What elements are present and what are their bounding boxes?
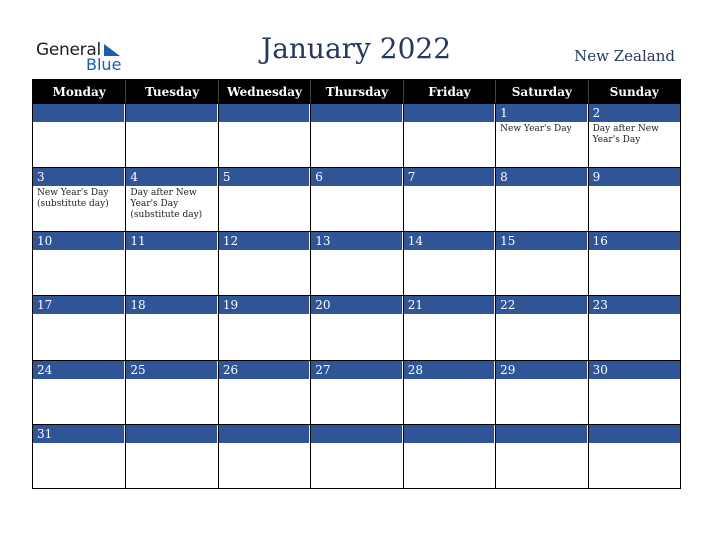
- day-number: 23: [589, 296, 680, 314]
- holiday-label: Day after New Year's Day: [592, 124, 659, 145]
- holiday-label: [33, 379, 125, 383]
- day-number: 27: [311, 361, 402, 379]
- holiday-label: [311, 250, 402, 254]
- holiday-label: [496, 443, 587, 447]
- day-cell: [33, 295, 125, 359]
- holiday-label: [219, 314, 310, 318]
- day-number: 29: [496, 361, 587, 379]
- weekday-header-saturday: Saturday: [495, 80, 587, 103]
- holiday-label: [496, 186, 587, 190]
- holiday-label: [311, 122, 402, 126]
- holiday-label: [311, 379, 402, 383]
- day-cell: [310, 295, 402, 359]
- day-number: 12: [219, 232, 310, 250]
- day-cell: [588, 231, 680, 295]
- day-number: [126, 425, 217, 443]
- day-cell: [310, 103, 402, 167]
- day-number: 31: [33, 425, 125, 443]
- day-number: 20: [311, 296, 402, 314]
- weekday-header-thursday: Thursday: [310, 80, 402, 103]
- day-number: 22: [496, 296, 587, 314]
- day-cell: [33, 231, 125, 295]
- day-number: 25: [126, 361, 217, 379]
- holiday-label: [589, 314, 680, 318]
- day-cell: [218, 360, 310, 424]
- day-cell: [33, 103, 125, 167]
- day-number: 30: [589, 361, 680, 379]
- day-cell: [588, 167, 680, 231]
- day-number: [496, 425, 587, 443]
- day-number: 19: [219, 296, 310, 314]
- holiday-label: [33, 250, 125, 254]
- holiday-label: [126, 250, 217, 254]
- holiday-label: [126, 122, 217, 126]
- holiday-label: [219, 443, 310, 447]
- weekday-header-monday: Monday: [33, 80, 125, 103]
- day-number: 18: [126, 296, 217, 314]
- holiday-label: [33, 122, 125, 126]
- day-cell: [495, 231, 587, 295]
- day-number: 10: [33, 232, 125, 250]
- country-label: New Zealand: [574, 47, 675, 65]
- day-number: 8: [496, 168, 587, 186]
- day-cell: [403, 424, 495, 488]
- day-cell: [310, 360, 402, 424]
- day-number: [311, 104, 402, 122]
- holiday-label: [589, 186, 680, 190]
- holiday-label: [126, 314, 217, 318]
- day-cell: [125, 295, 217, 359]
- holiday-label: New Year's Day: [500, 124, 572, 134]
- holiday-label: [404, 122, 495, 126]
- day-number: 24: [33, 361, 125, 379]
- day-number: 26: [219, 361, 310, 379]
- day-cell: [125, 231, 217, 295]
- day-number: [589, 425, 680, 443]
- day-cell: [588, 424, 680, 488]
- day-number: 3: [33, 168, 125, 186]
- day-number: 1: [496, 104, 587, 122]
- day-number: [219, 104, 310, 122]
- holiday-label: [404, 443, 495, 447]
- day-number: [33, 104, 125, 122]
- day-cell: [33, 424, 125, 488]
- holiday-label: [496, 314, 587, 318]
- holiday-label: [404, 250, 495, 254]
- holiday-label: [404, 379, 495, 383]
- day-number: 6: [311, 168, 402, 186]
- holiday-label: [496, 250, 587, 254]
- page-title: January 2022: [260, 32, 452, 65]
- day-cell: [33, 360, 125, 424]
- day-number: [404, 104, 495, 122]
- holiday-label: [311, 186, 402, 190]
- holiday-label: [404, 314, 495, 318]
- holiday-label: [126, 443, 217, 447]
- weekday-header-sunday: Sunday: [588, 80, 680, 103]
- day-cell: [218, 424, 310, 488]
- day-number: 4: [126, 168, 217, 186]
- day-cell: [495, 167, 587, 231]
- day-cell: [125, 360, 217, 424]
- calendar-grid: [32, 79, 681, 489]
- day-cell: [588, 295, 680, 359]
- day-number: 9: [589, 168, 680, 186]
- day-cell: [218, 167, 310, 231]
- day-cell: [310, 231, 402, 295]
- day-cell: [495, 295, 587, 359]
- holiday-label: [589, 250, 680, 254]
- day-cell: [218, 103, 310, 167]
- holiday-label: New Year's Day (substitute day): [37, 188, 109, 210]
- day-number: 16: [589, 232, 680, 250]
- holiday-label: [219, 379, 310, 383]
- brand-logo-general-text: General: [36, 40, 101, 60]
- day-cell: [125, 103, 217, 167]
- day-number: 21: [404, 296, 495, 314]
- day-cell: [125, 167, 217, 231]
- holiday-label: Day after New Year's Day (substitute day): [130, 188, 203, 221]
- holiday-label: [219, 186, 310, 190]
- holiday-label: [219, 250, 310, 254]
- holiday-label: [404, 186, 495, 190]
- day-cell: [218, 295, 310, 359]
- day-cell: [403, 103, 495, 167]
- holiday-label: [311, 443, 402, 447]
- holiday-label: [126, 379, 217, 383]
- holiday-label: [589, 379, 680, 383]
- day-number: 11: [126, 232, 217, 250]
- day-number: 2: [589, 104, 680, 122]
- day-number: 28: [404, 361, 495, 379]
- day-number: 7: [404, 168, 495, 186]
- day-cell: [495, 360, 587, 424]
- day-number: [219, 425, 310, 443]
- holiday-label: [496, 379, 587, 383]
- weekday-header-friday: Friday: [403, 80, 495, 103]
- day-number: [311, 425, 402, 443]
- day-cell: [125, 424, 217, 488]
- day-cell: [403, 167, 495, 231]
- day-number: 17: [33, 296, 125, 314]
- holiday-label: [33, 443, 125, 447]
- day-cell: [33, 167, 125, 231]
- holiday-label: [219, 122, 310, 126]
- day-cell: [310, 424, 402, 488]
- day-number: 15: [496, 232, 587, 250]
- weekday-header-tuesday: Tuesday: [125, 80, 217, 103]
- day-number: 5: [219, 168, 310, 186]
- day-cell: [403, 231, 495, 295]
- day-cell: [218, 231, 310, 295]
- day-number: [404, 425, 495, 443]
- day-cell: [588, 360, 680, 424]
- day-cell: [310, 167, 402, 231]
- holiday-label: [33, 314, 125, 318]
- day-cell: [588, 103, 680, 167]
- day-number: 13: [311, 232, 402, 250]
- day-cell: [495, 103, 587, 167]
- holiday-label: [311, 314, 402, 318]
- day-cell: [403, 295, 495, 359]
- day-cell: [403, 360, 495, 424]
- weekday-header-wednesday: Wednesday: [218, 80, 310, 103]
- day-number: [126, 104, 217, 122]
- holiday-label: [589, 443, 680, 447]
- brand-logo-blue-text: Blue: [86, 55, 122, 74]
- day-number: 14: [404, 232, 495, 250]
- day-cell: [495, 424, 587, 488]
